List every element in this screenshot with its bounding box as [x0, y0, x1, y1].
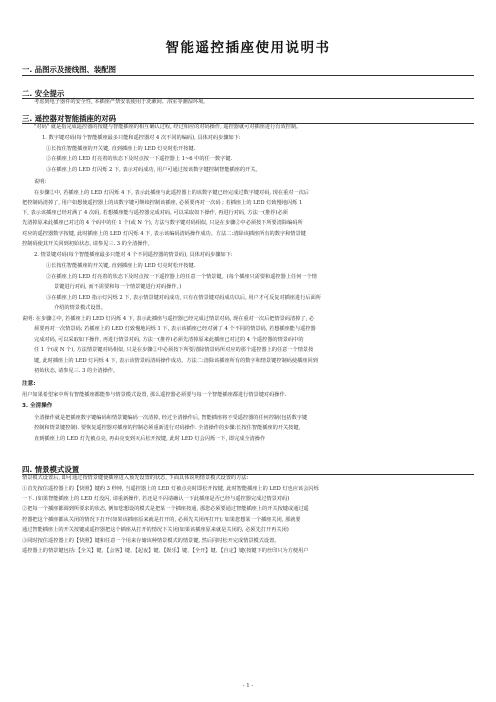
pairing-method-1-heading: 1. 数字键对码(每个智能插座最多只能和遥控器对 4 次不同的编码), 具体对码步骤如下:	[42, 135, 241, 141]
pairing-step: 介绍的情景模式设置。	[54, 305, 106, 311]
scene-line: ①首先按住遥控器上的【快照】键约 3 秒钟, 当遥控器上的 LED 灯被点亮时即松开按键, 此时智能插座上的 LED 灯也应该会闪烁	[22, 486, 319, 492]
section-heading-2: 二. 安全提示	[22, 89, 65, 98]
note-line: 下, 表示该插座已经对满了 4 次码, 若想插座能与遥控器完成对码, 可以采取如下操作, 再进行对码, 方法一(推荐)必须	[22, 210, 288, 216]
note-label: 说明:	[34, 179, 47, 185]
note-line: 须要再对一次情景码; 若插座上的 LED 灯致慢地闪烁 1 下, 表示该插座已经对满了 4 个不同的情景码, 若想插座能与遥控器	[34, 326, 316, 332]
note-line: 控制码使其开关回到初始状态, 请参见三. 3 的全清操作。	[22, 241, 153, 247]
clear-line: 控制和情景键控制). 要恢复遥控器对插座的控制必须重新进行对码操作. 全清操作的步骤:长按住智能插座的开关按键,	[34, 425, 301, 431]
note-line: 把控制码清掉了, 用户如想使遥控器上的该数字键可继续控制该插座, 必须要再对一次码 ; 若插座上的 LED 灯致慢地闪烁 1	[22, 200, 303, 206]
safety-text: 考虑到电子器件的安全性, 本插座严禁安装使用于洗漱间、浴室等潮湿环境。	[34, 99, 209, 105]
pairing-step: ③在插座上的 LED 指示灯闪烁 2 下, 表示情景键对码成功, 只有在情景键对码成功以后, 用户才可反复对插座进行后面所	[46, 295, 321, 301]
note-line: 初始状态, 请参见三. 3 的全清操作。	[34, 368, 119, 374]
note-line: 完成对码, 可以采取如下操作, 再进行情景对码, 方法一(推荐)必须先清掉原来此插座已对过的 4 个遥控器的情景码中的	[34, 337, 304, 343]
pairing-step: ②在插座上的 LED 灯亮着的状态下及时点按一下遥控器上的任意一个情景键。(每个插座只需要和遥控器上任何一个情	[46, 274, 317, 280]
pairing-step: ②在插座上的 LED 灯亮着的状态下及时点按一下遥控器上 1~6 中的任一数字键.	[46, 156, 233, 162]
pairing-method-3-heading: 3. 全清操作	[22, 403, 53, 409]
scene-line: 控器把这个插座都从关闭的情况下打开(如果该插座原来就是打开的, 必须先关闭再打开); 如果您想某一个插座关闭, 那就要	[22, 517, 301, 523]
section-divider	[22, 75, 474, 76]
pairing-method-2-heading: 2. 情景键对码(每个智能插座最多只能对 4 个不同遥控器的情景码), 具体对码步骤如下:	[34, 252, 233, 258]
scene-line: 遥控器上的情景键包括:【全关】键、【会客】键、【起夜】键、【娱乐】键、【全开】键、【自定】键(按键下的丝印只为方便用户	[22, 548, 309, 554]
note-line: 说明: 在步骤②中, 若插座上的 LED 灯闪烁 4 下, 表示此插座与遥控器已经完成过情景对码, 现在重对一次后把情景码清掉了, 必	[22, 316, 315, 322]
document-title: 智能遥控插座使用说明书	[165, 40, 331, 56]
pairing-step: ①长按住智能插座的开关键, 直到插座上的 LED 灯亮时松开按键.	[46, 263, 196, 269]
scene-line: ②把每一个插座都调到所要求的状态, 例如您想设的模式是把某一个插座按通, 那您必须要通过智能插座上的开关按键或通过遥	[22, 506, 309, 512]
scene-line: 一下. (如果智能插座上的 LED 灯没闪, 请重新操作, 若还是不闪请确认一下此插座是否已经与遥控器完成过情景对码)	[22, 496, 290, 502]
section-heading-3: 三. 遥控器对智能插座的对码	[22, 114, 117, 123]
note-line: 任 1 个(或 N 个), 方法情景键对码相似, 只是在步骤②中必须按下所要清除情景码所对应的那个遥控器上的任意一个情景按	[34, 347, 314, 353]
attention-label: 注意:	[22, 381, 36, 387]
clear-line: 直到插座上的 LED 灯先被点亮, 再由亮变到灭后松开按键, 此时 LED 灯会闪烁一下, 即完成全清操作	[34, 436, 266, 442]
note-line: 对应的遥控器数字按键, 此时插座上的 LED 灯闪烁 4 下, 表示该编码清码操作成功。方法二:清除该插座所有的数字和情景键	[22, 231, 306, 237]
pairing-intro: "对码" 就是指完成遥控器的按键与智能插座的相互确认过程, 经过相应的对码操作, 遥控器就可对插座进行有效控制。	[34, 124, 302, 130]
scene-line: ③同时按住遥控器上的【快照】键和任意一个用来存储该种情景模式的情景键, 然后同时松开完成情景模式设置。	[22, 538, 280, 544]
scene-line: 通过智能插座上的开关按键或遥控器把这个插座从打开的情况下关闭(如果该插座原来就是关闭的, 必须先打开再关闭)	[22, 527, 289, 533]
section-heading-4: 四. 情景模式设置	[22, 465, 80, 474]
section-heading-1: 一. 品图示及接线图、装配图	[22, 65, 117, 74]
pairing-step: ①长按住智能插座的开关键, 直到插座上的 LED 灯亮时松开按键.	[46, 146, 196, 152]
pairing-step: ③在插座上的 LED 灯闪烁 2 下, 表示对码成功, 用户可通过按该数字键控制智能插座的开关。	[46, 167, 261, 173]
scene-line: 情景模式设置后, 即可通过按情景键使插座进入预先设置的状态, 下面具体说明情景模式设置的方法:	[22, 475, 249, 481]
clear-line: 全清操作就是把插座数字键编码和情景键编码一次清掉, 经过全清操作后, 智能插座将不受遥控器的任何控制(包括数字键	[34, 415, 308, 421]
pairing-step: 景键进行对码, 而不需要和每一个情景键进行对码操作。)	[54, 284, 182, 290]
attention-text: 用户如果希望家中所有智能插座都能参与情景模式设置, 那么遥控器必须要与每一个智能插座都进行情景键对码操作.	[22, 392, 287, 398]
note-line: 先清掉原来此插座已对过的 4 个码中的任 1 个(或 N 个), 方法与数字键对码相似, 只是在步骤②中必须按下所要清除编码所	[22, 220, 303, 226]
note-line: 键, 此时插座上的 LED 灯闪烁 4 下, 表示该情景码清码操作成功。方法二:清除该插座所有的数字和情景键控制码使插座回到	[34, 358, 318, 364]
page-number: - 1 -	[242, 683, 254, 689]
note-line: 在步骤②中, 若插座上的 LED 灯闪烁 4 下, 表示此插座与此遥控器上的该数字键已经完成过数字键对码, 现在重对一次后	[34, 190, 309, 196]
